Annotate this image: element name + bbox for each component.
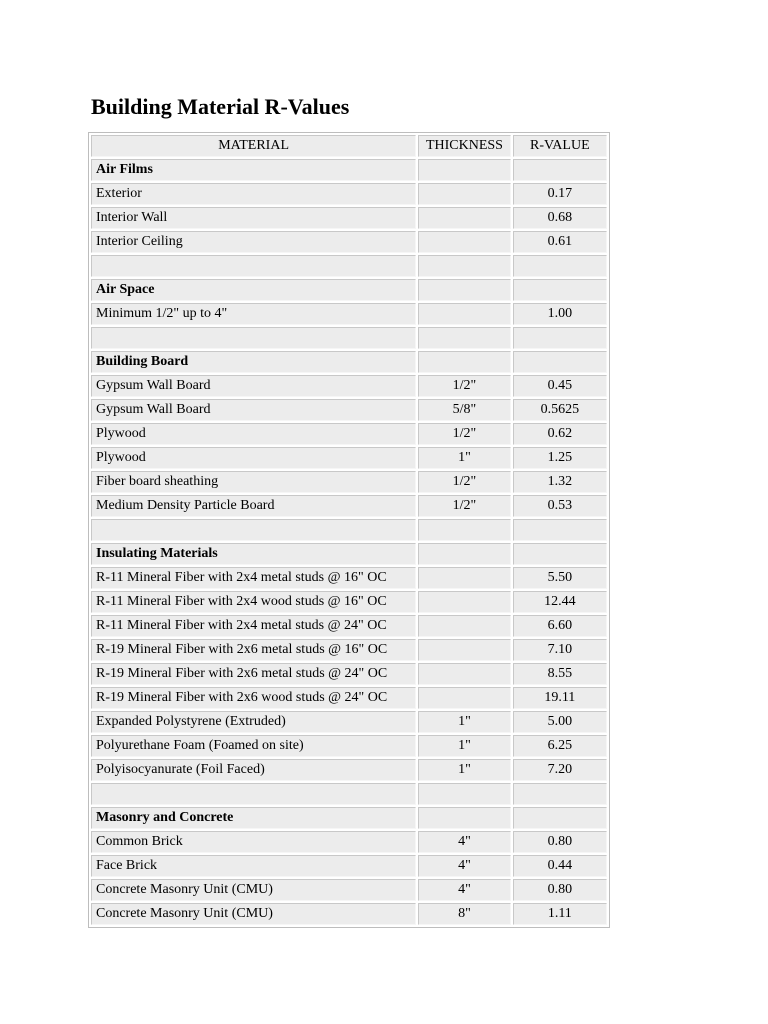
table-row: [91, 495, 607, 517]
r-value-cell: [513, 807, 607, 829]
table-row: [91, 711, 607, 733]
table-row: [91, 639, 607, 661]
table-row: [91, 663, 607, 685]
table-row: [91, 831, 607, 853]
thickness-cell: 4": [418, 879, 510, 901]
table-row: [91, 207, 607, 229]
r-value-cell: 0.53: [513, 495, 607, 517]
r-value-cell: 5.50: [513, 567, 607, 589]
page-title: Building Material R-Values: [91, 94, 350, 119]
spacer-row: [91, 255, 607, 277]
material-cell: Medium Density Particle Board: [91, 495, 416, 517]
thickness-cell: [418, 639, 510, 661]
thickness-cell: [418, 183, 510, 205]
r-value-cell: [513, 279, 607, 301]
thickness-cell: 1": [418, 447, 510, 469]
r-values-table: [88, 132, 610, 928]
material-cell: Fiber board sheathing: [91, 471, 416, 493]
r-value-cell: 0.61: [513, 231, 607, 253]
thickness-cell: 1/2": [418, 423, 510, 445]
thickness-cell: 1/2": [418, 471, 510, 493]
thickness-cell: [418, 255, 510, 277]
header-material: MATERIAL: [91, 135, 416, 157]
r-value-cell: 7.20: [513, 759, 607, 781]
header-r-value: R-VALUE: [513, 135, 607, 157]
table-row: [91, 303, 607, 325]
material-cell: R-19 Mineral Fiber with 2x6 metal studs @ 24" OC: [91, 663, 416, 685]
r-value-cell: 1.25: [513, 447, 607, 469]
table-body: [91, 159, 607, 925]
table-row: [91, 615, 607, 637]
thickness-cell: [418, 783, 510, 805]
thickness-cell: [418, 543, 510, 565]
r-value-cell: 1.32: [513, 471, 607, 493]
thickness-cell: 1/2": [418, 375, 510, 397]
r-value-cell: 0.68: [513, 207, 607, 229]
thickness-cell: 1": [418, 759, 510, 781]
r-value-cell: 6.60: [513, 615, 607, 637]
thickness-cell: [418, 327, 510, 349]
thickness-cell: [418, 231, 510, 253]
r-value-cell: 5.00: [513, 711, 607, 733]
table-row: [91, 231, 607, 253]
r-value-cell: [513, 519, 607, 541]
table-row: [91, 183, 607, 205]
r-value-cell: [513, 351, 607, 373]
table-row: [91, 399, 607, 421]
section-header-row: [91, 351, 607, 373]
r-value-cell: 0.80: [513, 831, 607, 853]
r-value-cell: 0.5625: [513, 399, 607, 421]
r-value-cell: [513, 783, 607, 805]
material-cell: Interior Wall: [91, 207, 416, 229]
material-cell: Building Board: [91, 351, 416, 373]
thickness-cell: [418, 615, 510, 637]
thickness-cell: [418, 663, 510, 685]
r-value-cell: 0.44: [513, 855, 607, 877]
material-cell: R-19 Mineral Fiber with 2x6 metal studs @ 16" OC: [91, 639, 416, 661]
table-row: [91, 423, 607, 445]
thickness-cell: [418, 807, 510, 829]
r-value-cell: 1.00: [513, 303, 607, 325]
thickness-cell: [418, 687, 510, 709]
thickness-cell: 5/8": [418, 399, 510, 421]
thickness-cell: [418, 591, 510, 613]
section-header-row: [91, 543, 607, 565]
material-cell: R-11 Mineral Fiber with 2x4 metal studs @ 24" OC: [91, 615, 416, 637]
thickness-cell: 4": [418, 831, 510, 853]
table-row: [91, 375, 607, 397]
material-cell: Masonry and Concrete: [91, 807, 416, 829]
r-value-cell: 0.17: [513, 183, 607, 205]
material-cell: Plywood: [91, 423, 416, 445]
spacer-row: [91, 783, 607, 805]
thickness-cell: [418, 303, 510, 325]
thickness-cell: [418, 519, 510, 541]
thickness-cell: [418, 567, 510, 589]
material-cell: [91, 519, 416, 541]
table-row: [91, 447, 607, 469]
table-row: [91, 591, 607, 613]
material-cell: Polyisocyanurate (Foil Faced): [91, 759, 416, 781]
material-cell: [91, 783, 416, 805]
material-cell: R-11 Mineral Fiber with 2x4 metal studs @ 16" OC: [91, 567, 416, 589]
r-value-cell: 7.10: [513, 639, 607, 661]
r-value-cell: 0.45: [513, 375, 607, 397]
material-cell: Polyurethane Foam (Foamed on site): [91, 735, 416, 757]
material-cell: Minimum 1/2" up to 4": [91, 303, 416, 325]
material-cell: Gypsum Wall Board: [91, 375, 416, 397]
material-cell: Plywood: [91, 447, 416, 469]
header-thickness: THICKNESS: [418, 135, 510, 157]
table-row: [91, 687, 607, 709]
table-row: [91, 735, 607, 757]
thickness-cell: 1/2": [418, 495, 510, 517]
spacer-row: [91, 327, 607, 349]
table-row: [91, 567, 607, 589]
thickness-cell: 1": [418, 735, 510, 757]
table-row: [91, 471, 607, 493]
material-cell: R-19 Mineral Fiber with 2x6 wood studs @ 24" OC: [91, 687, 416, 709]
table-row: [91, 855, 607, 877]
r-value-cell: [513, 159, 607, 181]
thickness-cell: [418, 279, 510, 301]
thickness-cell: 8": [418, 903, 510, 925]
material-cell: Common Brick: [91, 831, 416, 853]
material-cell: Concrete Masonry Unit (CMU): [91, 879, 416, 901]
section-header-row: [91, 159, 607, 181]
thickness-cell: 1": [418, 711, 510, 733]
thickness-cell: [418, 207, 510, 229]
material-cell: Expanded Polystyrene (Extruded): [91, 711, 416, 733]
material-cell: Face Brick: [91, 855, 416, 877]
material-cell: Exterior: [91, 183, 416, 205]
table-header-row: [91, 135, 607, 157]
r-value-cell: [513, 327, 607, 349]
r-value-cell: 0.80: [513, 879, 607, 901]
r-value-cell: [513, 543, 607, 565]
material-cell: Gypsum Wall Board: [91, 399, 416, 421]
material-cell: [91, 327, 416, 349]
table-row: [91, 879, 607, 901]
r-value-cell: 6.25: [513, 735, 607, 757]
r-value-cell: 12.44: [513, 591, 607, 613]
material-cell: R-11 Mineral Fiber with 2x4 wood studs @ 16" OC: [91, 591, 416, 613]
r-value-cell: 8.55: [513, 663, 607, 685]
section-header-row: [91, 279, 607, 301]
spacer-row: [91, 519, 607, 541]
r-values-table-container: [88, 132, 610, 928]
r-value-cell: 1.11: [513, 903, 607, 925]
table-row: [91, 903, 607, 925]
r-value-cell: [513, 255, 607, 277]
material-cell: Concrete Masonry Unit (CMU): [91, 903, 416, 925]
material-cell: [91, 255, 416, 277]
section-header-row: [91, 807, 607, 829]
thickness-cell: 4": [418, 855, 510, 877]
material-cell: Interior Ceiling: [91, 231, 416, 253]
thickness-cell: [418, 159, 510, 181]
material-cell: Air Space: [91, 279, 416, 301]
table-row: [91, 759, 607, 781]
r-value-cell: 19.11: [513, 687, 607, 709]
material-cell: Air Films: [91, 159, 416, 181]
r-value-cell: 0.62: [513, 423, 607, 445]
material-cell: Insulating Materials: [91, 543, 416, 565]
thickness-cell: [418, 351, 510, 373]
